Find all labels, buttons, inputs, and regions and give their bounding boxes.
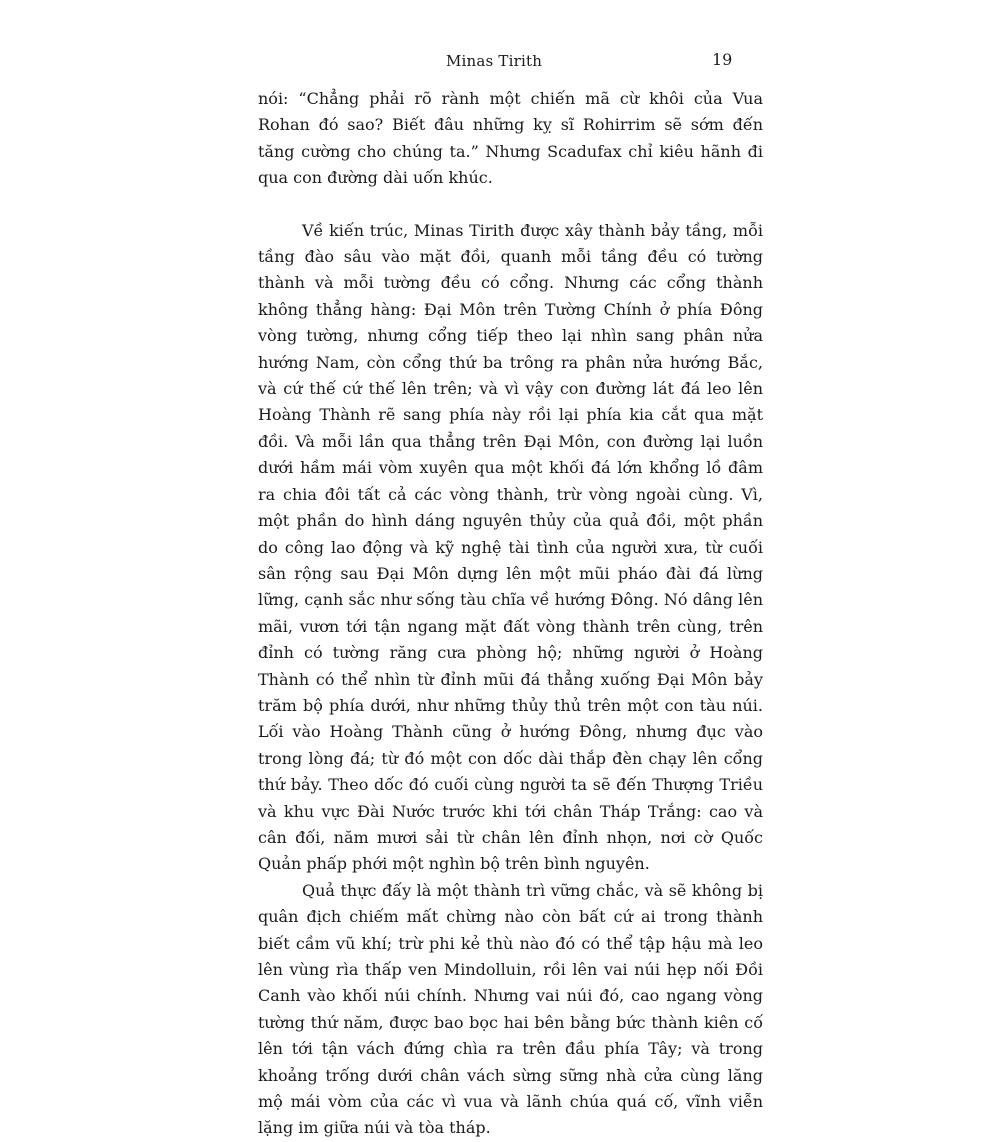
paragraph-architecture: Về kiến trúc, Minas Tirith được xây thành bảy tầng, mỗi tầng đào sâu vào mặt đồi, quanh mỗi tầng đều có tường thành và mỗi tường đều có cổng. Nhưng các cổng thành không thẳng hàng: Đại Môn trên Tường Chính ở phía Đông vòng tường, nhưng cổng tiếp theo lại nhìn sang phân nửa hướng Nam, còn cổng thứ ba trông ra phân nửa hướng Bắc, và cứ thế cứ thế lên trên; và vì vậy con đường lát đá leo lên Hoàng Thành rẽ sang phía này rồi lại phía kia cắt qua mặt đồi. Và mỗi lần qua thẳng trên Đại Môn, con đường lại luồn dưới hầm mái vòm xuyên qua một khối đá lớn khổng lồ đâm ra chia đôi tất cả các vòng thành, trừ vòng ngoài cùng. Vì, một phần do hình dáng nguyên thủy của quả đồi, một phần do công lao động và kỹ nghệ tài tình của người xưa, từ cuối sân rộng sau Đại Môn dựng lên một mũi pháo đài đá lừng lững, cạnh sắc như sống tàu chĩa về hướng Đông. Nó dâng lên mãi, vươn tới tận ngang mặt đất vòng thành trên cùng, trên đỉnh có tường răng cưa phòng hộ; những người ở Hoàng Thành có thể nhìn từ đỉnh mũi đá thẳng xuống Đại Môn bảy trăm bộ phía dưới, như những thủy thủ trên một con tàu núi. Lối vào Hoàng Thành cũng ở hướng Đông, nhưng đục vào trong lòng đá; từ đó một con dốc dài thắp đèn chạy lên cổng thứ bảy. Theo dốc đó cuối cùng người ta sẽ đến Thượng Triều và khu vực Đài Nước trước khi tới chân Tháp Trắng: cao và cân đối, năm mươi sải từ chân lên đỉnh nhọn, nơi cờ Quốc Quản phấp phới một nghìn bộ trên bình nguyên. xyxy=(258,220,763,874)
body-text xyxy=(258,86,763,1142)
page-number: 19 xyxy=(712,50,733,69)
paragraph-fortress: Quả thực đấy là một thành trì vững chắc, và sẽ không bị quân địch chiếm mất chừng nào còn bất cứ ai trong thành biết cầm vũ khí; trừ phi kẻ thù nào đó có thể tập hậu mà leo lên vùng rìa thấp ven Mindolluin, rồi lên vai núi hẹp nối Đồi Canh vào khối núi chính. Nhưng vai núi đó, cao ngang vòng tường thứ năm, được bao bọc hai bên bằng bức thành kiên cố lên tới tận vách đứng chìa ra trên đầu phía Tây; và trong khoảng trống dưới chân vách sừng sững nhà cửa cùng lăng mộ mái vòm của các vì vua và lãnh chúa quá cố, vĩnh viễn lặng im giữa núi và tòa tháp. xyxy=(258,880,763,1138)
running-title: Minas Tirith xyxy=(446,52,543,70)
paragraph-gap xyxy=(258,192,763,218)
paragraph-continuation: nói: “Chẳng phải rõ rành một chiến mã cừ khôi của Vua Rohan đó sao? Biết đâu những kỵ sĩ Rohirrim sẽ sớm đến tăng cường cho chúng ta.” Nhưng Scadufax chỉ kiêu hãnh đi qua con đường dài uốn khúc. xyxy=(258,89,763,188)
